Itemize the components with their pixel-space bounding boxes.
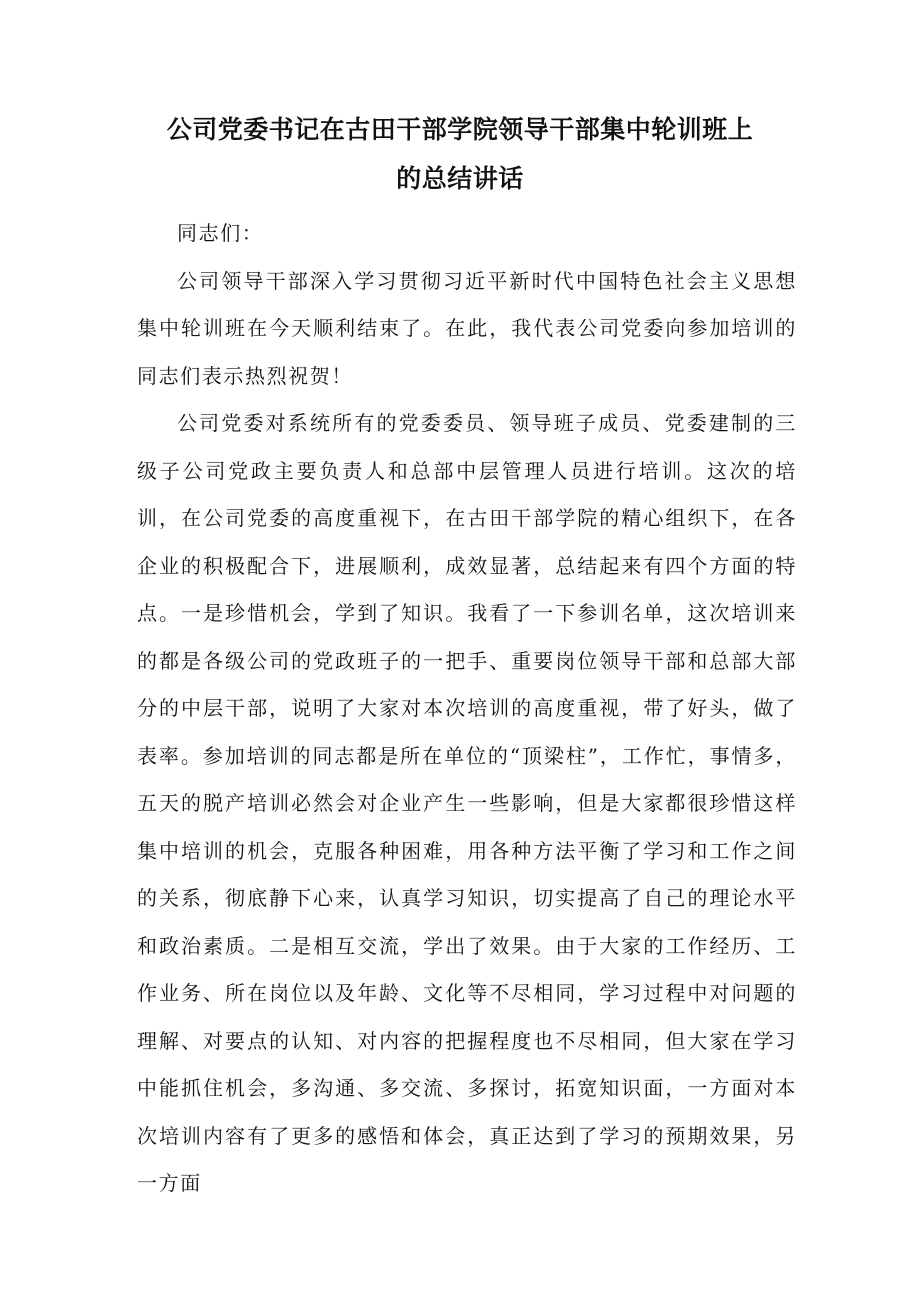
salutation: 同志们： bbox=[177, 221, 264, 245]
document-title-line-2: 的总结讲话 bbox=[396, 164, 524, 193]
document-title-line-1: 公司党委书记在古田干部学院领导干部集中轮训班上 bbox=[166, 115, 754, 144]
paragraph-training-summary: 公司党委对系统所有的党委委员、领导班子成员、党委建制的三级子公司党政主要负责人和总部中层管理人员进行培训。这次的培训，在公司党委的高度重视下，在古田干部学院的精心组织下，在各企业的积极配合下，进展顺利，成效显著，总结起来有四个方面的特点。一是珍惜机会，学到了知识。我看了一下参训名单，这次培训来的都是各级公司的党政班子的一把手、重要岗位领导干部和总部大部分的中层干部，说明了大家对本次培训的高度重视，带了好头，做了表率。参加培训的同志都是所在单位的“顶梁柱”，工作忙，事情多，五天的脱产培训必然会对企业产生一些影响，但是大家都很珍惜这样集中培训的机会，克服各种困难，用各种方法平衡了学习和工作之间的关系，彻底静下心来，认真学习知识，切实提高了自己的理论水平和政治素质。二是相互交流，学出了效果。由于大家的工作经历、工作业务、所在岗位以及年龄、文化等不尽相同，学习过程中对问题的理解、对要点的认知、对内容的把握程度也不尽相同，但大家在学习中能抓住机会，多沟通、多交流、多探讨，拓宽知识面，一方面对本次培训内容有了更多的感悟和体会，真正达到了学习的预期效果，另一方面 bbox=[137, 411, 797, 1195]
paragraph-opening: 公司领导干部深入学习贯彻习近平新时代中国特色社会主义思想集中轮训班在今天顺利结束了。在此，我代表公司党委向参加培训的同志们表示热烈祝贺！ bbox=[137, 268, 797, 388]
document-body bbox=[137, 210, 797, 1208]
